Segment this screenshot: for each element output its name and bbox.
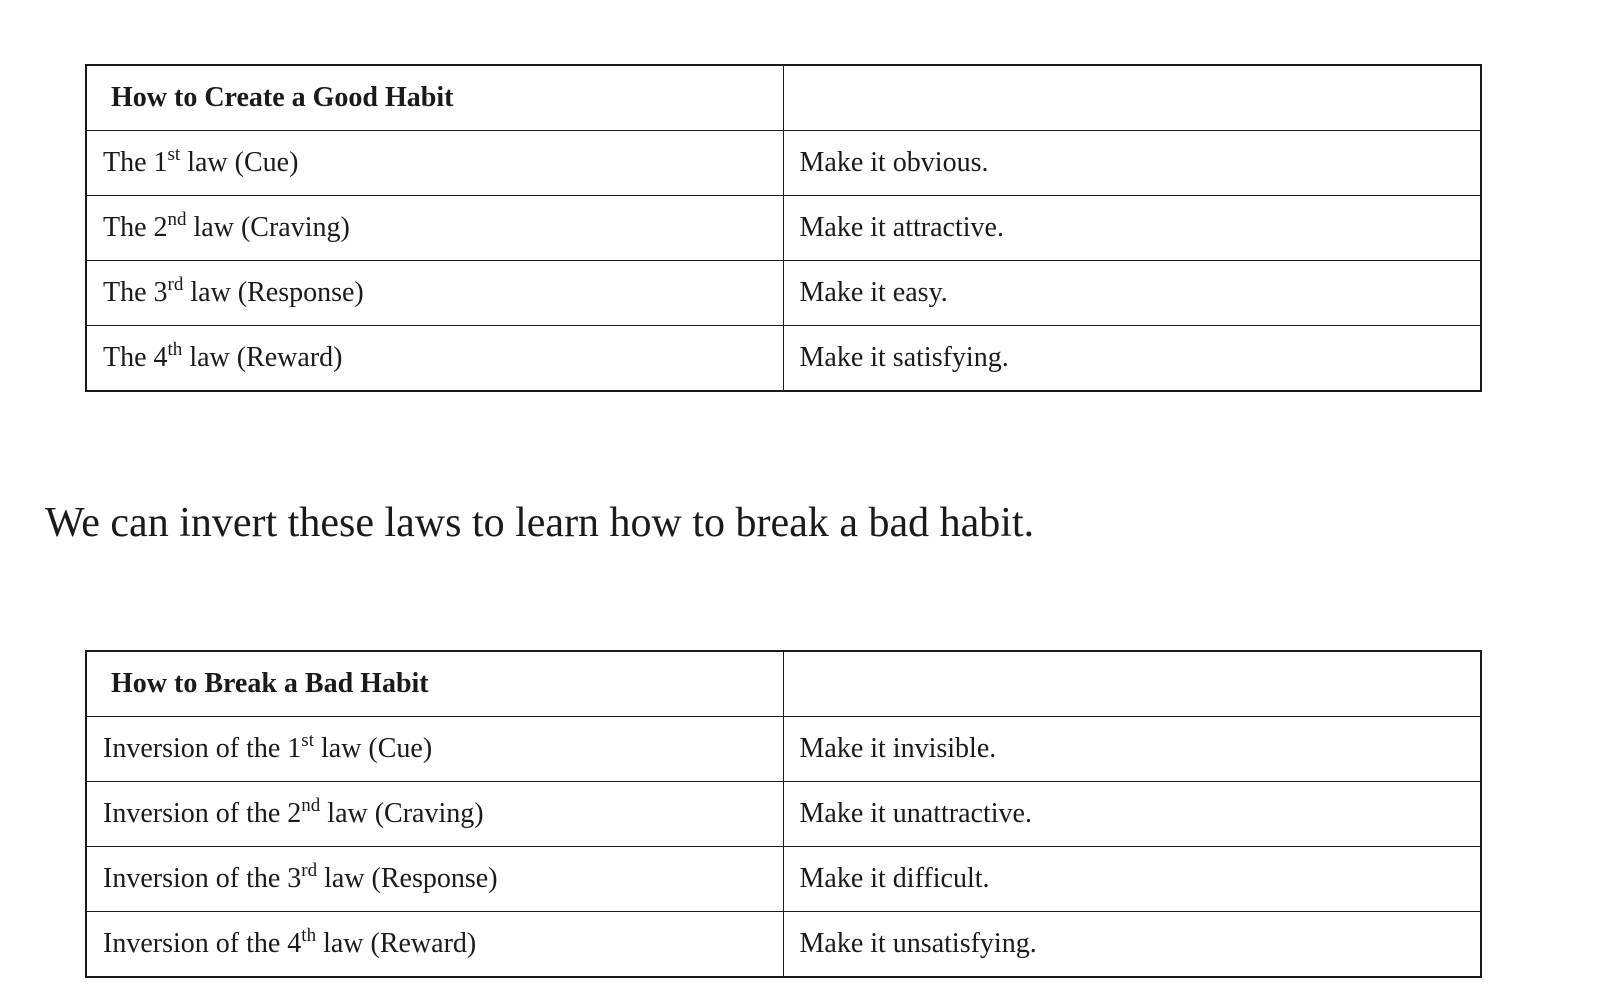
law-name: law (Cue) [313, 733, 433, 764]
table-row [86, 912, 1481, 978]
bad-habit-table [85, 650, 1482, 978]
table-row [86, 782, 1481, 847]
law-cell [86, 131, 783, 196]
law-cell [86, 261, 783, 326]
law-name: law (Response) [183, 277, 364, 308]
law-action-cell: Make it attractive. [783, 196, 1481, 261]
law-name: law (Reward) [182, 342, 343, 373]
law-prefix: The 2 [103, 212, 168, 243]
law-cell [86, 782, 783, 847]
law-prefix: Inversion of the 2 [103, 798, 302, 829]
table-row [86, 261, 1481, 326]
table-row [86, 326, 1481, 392]
law-name: law (Reward) [316, 928, 477, 959]
table-header-row [86, 65, 1481, 131]
law-action-cell: Make it satisfying. [783, 326, 1481, 392]
ordinal-suffix: nd [301, 794, 321, 816]
law-cell [86, 847, 783, 912]
law-prefix: Inversion of the 4 [103, 928, 302, 959]
ordinal-suffix: st [167, 143, 181, 165]
law-action-cell: Make it unsatisfying. [783, 912, 1481, 978]
law-prefix: Inversion of the 3 [103, 863, 302, 894]
ordinal-suffix: nd [167, 208, 187, 230]
ordinal-suffix: th [301, 924, 317, 946]
law-action-cell: Make it difficult. [783, 847, 1481, 912]
law-name: law (Craving) [320, 798, 484, 829]
law-cell [86, 912, 783, 978]
table-header-empty-cell [783, 65, 1481, 131]
ordinal-suffix: rd [301, 859, 318, 881]
table-row [86, 717, 1481, 782]
law-prefix: The 4 [103, 342, 168, 373]
table-header-row [86, 651, 1481, 717]
law-name: law (Cue) [180, 147, 299, 178]
law-prefix: Inversion of the 1 [103, 733, 302, 764]
ordinal-suffix: st [301, 729, 314, 751]
law-action-cell: Make it unattractive. [783, 782, 1481, 847]
ordinal-suffix: th [167, 338, 183, 360]
table-title: How to Create a Good Habit [86, 65, 783, 131]
law-cell [86, 326, 783, 392]
law-prefix: The 1 [103, 147, 168, 178]
law-cell [86, 717, 783, 782]
table-row [86, 131, 1481, 196]
law-action-cell: Make it easy. [783, 261, 1481, 326]
good-habit-table [85, 64, 1482, 392]
law-action-cell: Make it obvious. [783, 131, 1481, 196]
table-row [86, 196, 1481, 261]
law-cell [86, 196, 783, 261]
body-paragraph: We can invert these laws to learn how to break a bad habit. [45, 500, 1035, 546]
law-action-cell: Make it invisible. [783, 717, 1481, 782]
table-row [86, 847, 1481, 912]
table-title: How to Break a Bad Habit [86, 651, 783, 717]
law-name: law (Response) [317, 863, 498, 894]
law-name: law (Craving) [186, 212, 350, 243]
law-prefix: The 3 [103, 277, 168, 308]
ordinal-suffix: rd [167, 273, 184, 295]
table-header-empty-cell [783, 651, 1481, 717]
